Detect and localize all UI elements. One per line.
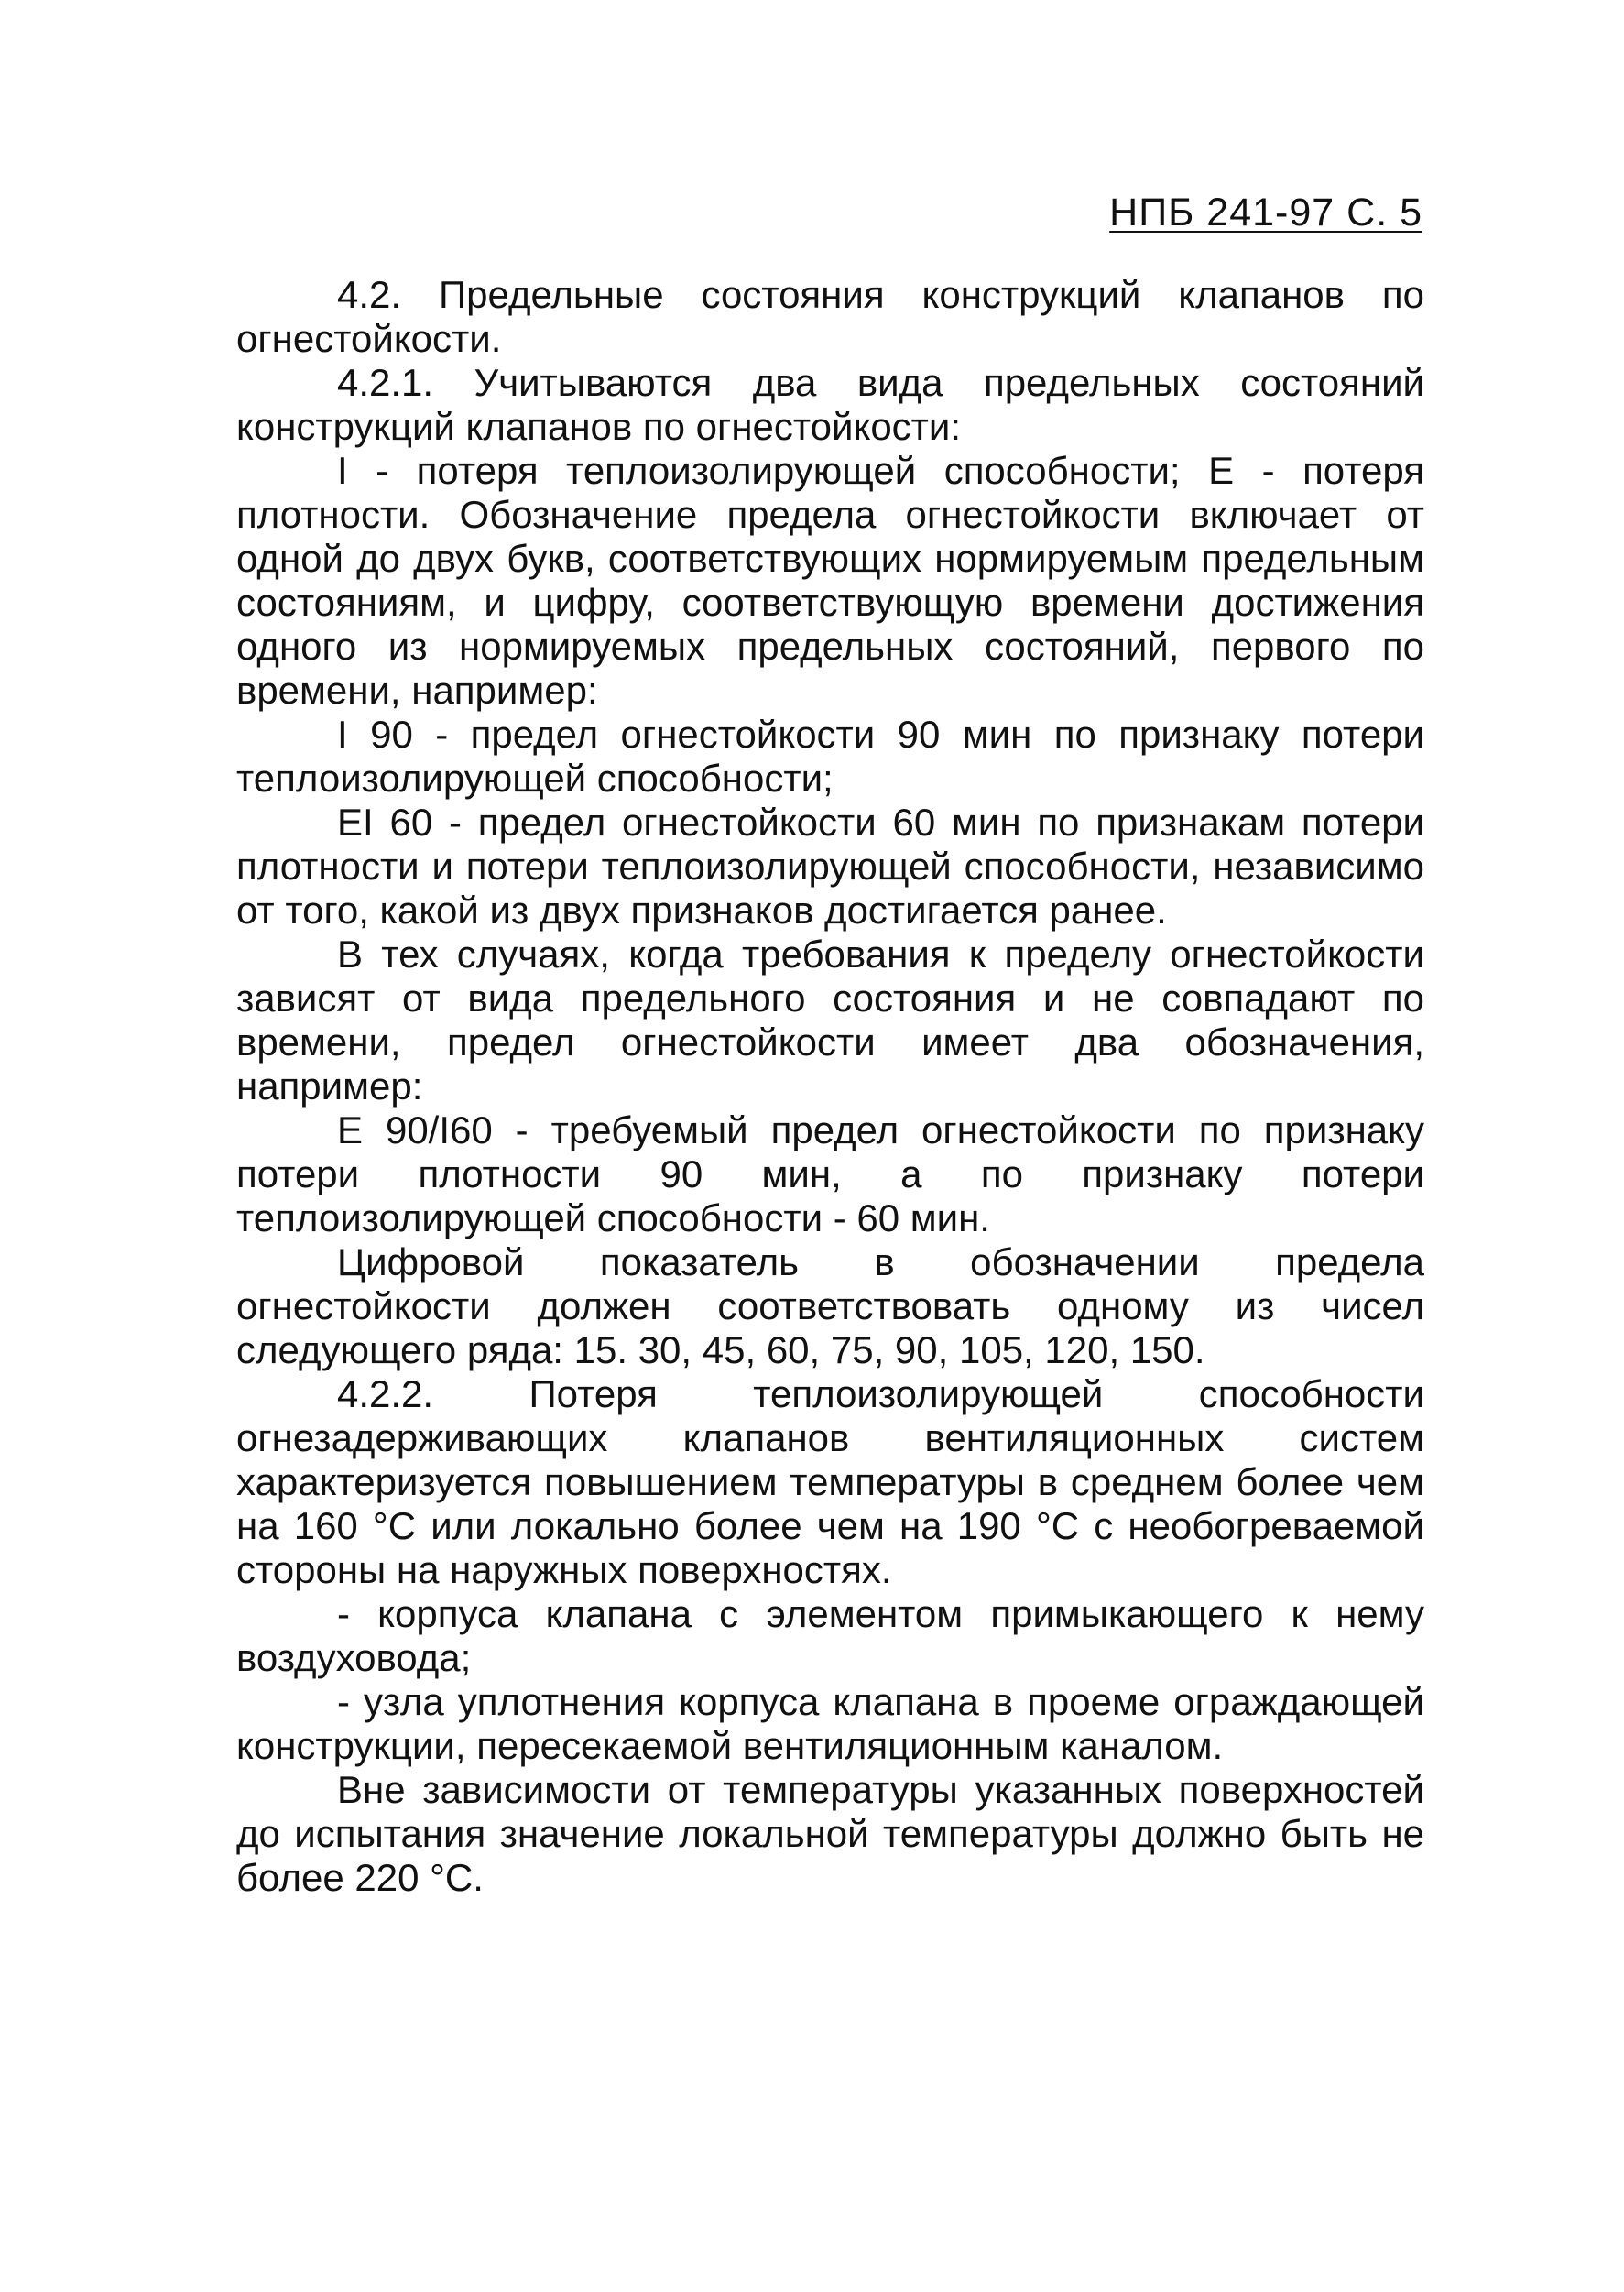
two-designations-paragraph: В тех случаях, когда требования к пределу огнестойкости зависят от вида предельного состояния и не совпадают по времени, предел огнестойкости имеет два обозначения, например: — [236, 933, 1424, 1108]
local-temperature-limit-paragraph: Вне зависимости от температуры указанных поверхностей до испытания значение локальной температуры должно быть не более 220 °С. — [236, 1768, 1424, 1899]
numeric-series-paragraph: Цифровой показатель в обозначении предела огнестойкости должен соответствовать одному из чисел следующего ряда: 15. 30, 45, 60, 75, 90, 105, 120, 150. — [236, 1240, 1424, 1371]
example-ei60-paragraph: EI 60 - предел огнестойкости 60 мин по признакам потери плотности и потери теплоизолирующей способности, независимо от того, какой из двух признаков достигается ранее. — [236, 801, 1424, 932]
limit-states-definition-paragraph: I - потеря теплоизолирующей способности; Е - потеря плотности. Обозначение предела огнестойкости включает от одной до двух букв, соответствующих нормируемым предельным состояниям, и цифру, соответствующую времени достижения одного из нормируемых предельных состояний, первого по времени, например: — [236, 449, 1424, 712]
section-4-2-1-paragraph: 4.2.1. Учитываются два вида предельных состояний конструкций клапанов по огнестойкости: — [236, 361, 1424, 448]
example-i90-paragraph: I 90 - предел огнестойкости 90 мин по признаку потери теплоизолирующей способности; — [236, 713, 1424, 800]
page-header: НПБ 241-97 С. 5 — [1109, 191, 1422, 235]
section-4-2-heading: 4.2. Предельные состояния конструкций клапанов по огнестойкости. — [236, 273, 1424, 360]
section-4-2-2-paragraph: 4.2.2. Потеря теплоизолирующей способности огнезадерживающих клапанов вентиляционных систем характеризуется повышением температуры в среднем более чем на 160 °С или локально более чем на 190 °С с необогреваемой стороны на наружных поверхностях. — [236, 1372, 1424, 1591]
list-item-seal-unit: - узла уплотнения корпуса клапана в проеме ограждающей конструкции, пересекаемой вентиляционным каналом. — [236, 1680, 1424, 1767]
list-item-valve-body: - корпуса клапана с элементом примыкающего к нему воздуховода; — [236, 1592, 1424, 1679]
example-e90-i60-paragraph: Е 90/I60 - требуемый предел огнестойкости по признаку потери плотности 90 мин, а по признаку потери теплоизолирующей способности - 60 мин. — [236, 1108, 1424, 1239]
document-body — [236, 273, 1424, 1900]
